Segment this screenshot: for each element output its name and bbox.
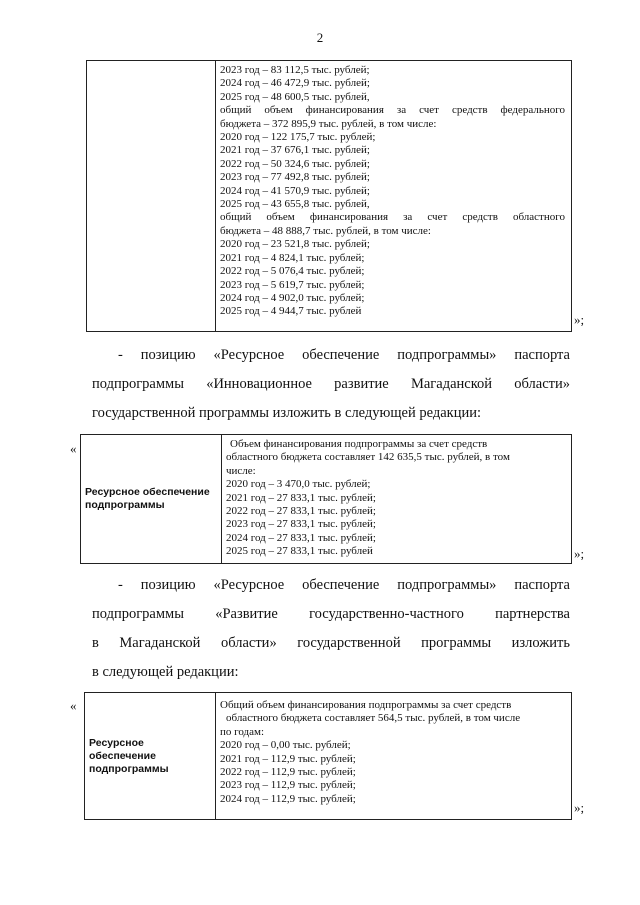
closing-quote-mark: »;	[574, 312, 585, 327]
funding-table-continued	[86, 60, 572, 332]
label-line: подпрограммы	[89, 762, 169, 775]
closing-quote-mark: »;	[574, 800, 585, 815]
text-line: 2023 год – 5 619,7 тыс. рублей;	[220, 278, 365, 291]
paragraph-line: государственной программы изложить в следующей редакции:	[92, 405, 482, 421]
resource-provision-table	[80, 434, 572, 564]
funding-text-cell	[222, 435, 572, 564]
label-line: Ресурсное	[89, 736, 144, 749]
text-line: 2023 год – 112,9 тыс. рублей;	[220, 779, 356, 792]
text-line: 2024 год – 112,9 тыс. рублей;	[220, 792, 356, 805]
resource-provision-label: Ресурсное обеспечение подпрограммы	[85, 486, 210, 511]
page-number: 2	[316, 30, 324, 45]
paragraph-line: в следующей редакции:	[92, 664, 239, 680]
paragraph-line: в Магаданской области» государственной программы изложить	[92, 635, 570, 651]
text-line: 2020 год – 3 470,0 тыс. рублей;	[226, 478, 371, 491]
label-line: обеспечение	[89, 749, 156, 762]
paragraph-line: - позицию «Ресурсное обеспечение подпрограммы» паспорта	[118, 577, 570, 593]
label-cell	[85, 693, 216, 820]
text-line: Общий объем финансирования подпрограммы за счет средств	[220, 699, 512, 711]
text-line: 2024 год – 41 570,9 тыс. рублей;	[220, 184, 370, 197]
opening-quote-mark: «	[70, 698, 77, 713]
text-line: 2024 год – 4 902,0 тыс. рублей;	[220, 291, 365, 304]
text-line: бюджета – 372 895,9 тыс. рублей, в том числе:	[220, 117, 437, 130]
text-line: общий объем финансирования за счет средств областного	[220, 211, 565, 224]
text-line: 2022 год – 27 833,1 тыс. рублей;	[226, 505, 376, 518]
funding-text-cell	[216, 693, 572, 820]
opening-quote-mark: «	[70, 441, 77, 456]
text-line: 2020 год – 122 175,7 тыс. рублей;	[220, 131, 376, 144]
text-line: Объем финансирования подпрограммы за счет средств	[230, 438, 488, 450]
closing-quote-mark: »;	[574, 546, 585, 561]
text-line: 2021 год – 112,9 тыс. рублей;	[220, 752, 356, 765]
text-line: 2022 год – 50 324,6 тыс. рублей;	[220, 157, 370, 170]
paragraph-line: подпрограммы «Развитие государственно-частного партнерства	[92, 606, 570, 622]
instruction-paragraph	[92, 575, 570, 691]
paragraph-line: - позицию «Ресурсное обеспечение подпрограммы» паспорта	[118, 347, 570, 363]
instruction-paragraph	[92, 345, 570, 432]
text-line: 2021 год – 37 676,1 тыс. рублей;	[220, 144, 370, 157]
text-line: 2022 год – 112,9 тыс. рублей;	[220, 766, 356, 779]
text-line: общий объем финансирования за счет средств федерального	[220, 104, 565, 117]
text-line: 2025 год – 27 833,1 тыс. рублей	[226, 545, 373, 558]
text-line: 2024 год – 46 472,9 тыс. рублей;	[220, 77, 370, 90]
text-line: 2020 год – 0,00 тыс. рублей;	[220, 739, 351, 752]
text-line: областного бюджета составляет 564,5 тыс. рублей, в том числе	[226, 712, 521, 725]
label-cell	[81, 435, 222, 564]
text-line: 2023 год – 83 112,5 тыс. рублей;	[220, 64, 370, 76]
text-line: 2025 год – 48 600,5 тыс. рублей,	[220, 90, 370, 103]
text-line: 2021 год – 4 824,1 тыс. рублей;	[220, 251, 365, 264]
text-line: 2023 год – 77 492,8 тыс. рублей;	[220, 171, 370, 184]
text-line: 2025 год – 43 655,8 тыс. рублей,	[220, 198, 370, 211]
text-line: 2023 год – 27 833,1 тыс. рублей;	[226, 518, 376, 531]
funding-text-cell	[216, 61, 572, 332]
text-line: 2020 год – 23 521,8 тыс. рублей;	[220, 238, 370, 251]
text-line: бюджета – 48 888,7 тыс. рублей, в том числе:	[220, 224, 431, 237]
text-line: числе:	[226, 464, 256, 477]
text-line: областного бюджета составляет 142 635,5 тыс. рублей, в том	[226, 451, 510, 464]
text-line: 2022 год – 5 076,4 тыс. рублей;	[220, 265, 365, 278]
text-line: 2024 год – 27 833,1 тыс. рублей;	[226, 531, 376, 544]
resource-provision-table	[84, 692, 572, 820]
text-line: по годам:	[220, 725, 265, 738]
text-line: 2025 год – 4 944,7 тыс. рублей	[220, 305, 362, 318]
text-line: 2021 год – 27 833,1 тыс. рублей;	[226, 491, 376, 504]
paragraph-line: подпрограммы «Инновационное развитие Магаданской области»	[92, 376, 570, 392]
empty-label-cell	[87, 61, 216, 332]
